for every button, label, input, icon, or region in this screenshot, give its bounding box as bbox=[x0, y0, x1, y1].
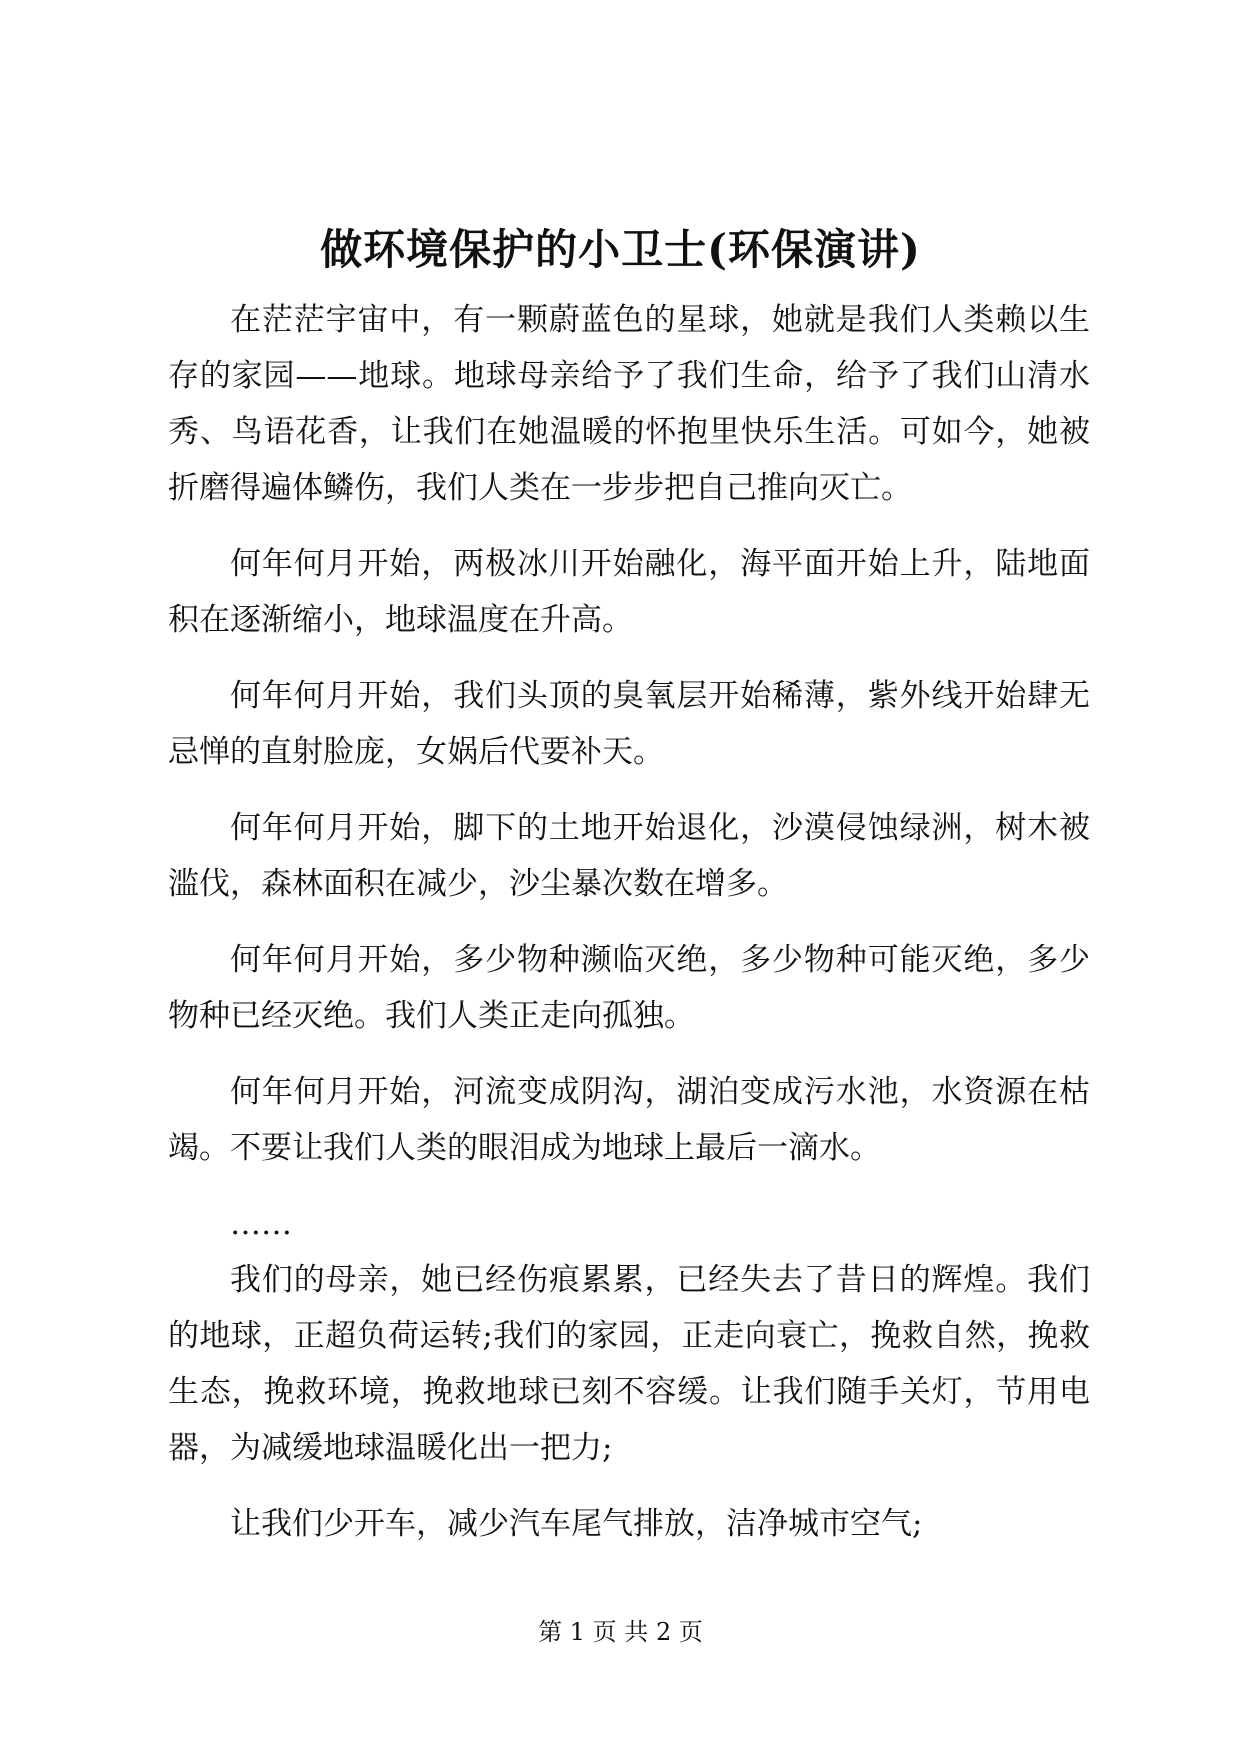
paragraph-water: 何年何月开始，河流变成阴沟，湖泊变成污水池，水资源在枯竭。不要让我们人类的眼泪成为地球上最后一滴水。 bbox=[168, 1074, 1090, 1166]
paragraph-species: 何年何月开始，多少物种濒临灭绝，多少物种可能灭绝，多少物种已经灭绝。我们人类正走向孤独。 bbox=[168, 942, 1090, 1034]
paragraph-intro: 在茫茫宇宙中，有一颗蔚蓝色的星球，她就是我们人类赖以生存的家园——地球。地球母亲给予了我们生命，给予了我们山清水秀、鸟语花香，让我们在她温暖的怀抱里快乐生活。可如今，她被折磨得遍体鳞伤，我们人类在一步步把自己推向灭亡。 bbox=[168, 302, 1090, 506]
ellipsis-line: …… bbox=[230, 1206, 292, 1242]
paragraph-land: 何年何月开始，脚下的土地开始退化，沙漠侵蚀绿洲，树木被滥伐，森林面积在减少，沙尘暴次数在增多。 bbox=[168, 810, 1090, 902]
document-body bbox=[168, 292, 1090, 1552]
paragraph-mother-earth: 我们的母亲，她已经伤痕累累，已经失去了昔日的辉煌。我们的地球，正超负荷运转;我们的家园，正走向衰亡，挽救自然，挽救生态，挽救环境，挽救地球已刻不容缓。让我们随手关灯，节用电器，为减缓地球温暖化出一把力; bbox=[168, 1262, 1090, 1466]
paragraph-ozone: 何年何月开始，我们头顶的臭氧层开始稀薄，紫外线开始肆无忌惮的直射脸庞，女娲后代要补天。 bbox=[168, 678, 1090, 770]
page-footer: 第 1 页 共 2 页 bbox=[538, 1618, 703, 1646]
paragraph-driving: 让我们少开车，减少汽车尾气排放，洁净城市空气; bbox=[230, 1506, 923, 1542]
paragraph-glaciers: 何年何月开始，两极冰川开始融化，海平面开始上升，陆地面积在逐渐缩小，地球温度在升高。 bbox=[168, 546, 1090, 638]
document-title: 做环境保护的小卫士(环保演讲) bbox=[320, 225, 921, 274]
